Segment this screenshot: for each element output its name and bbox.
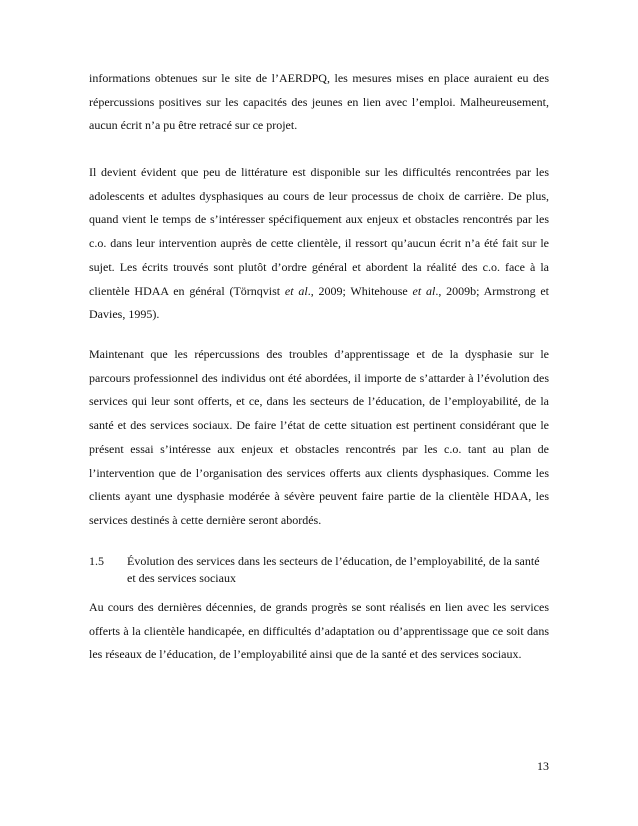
paragraph-literature-gap — [89, 161, 549, 327]
section-number: 1.5 — [89, 554, 104, 568]
paragraph-progress: Au cours des dernières décennies, de grands progrès se sont réalisés en lien avec les services offerts à la clientèle handicapée, en difficultés d’adaptation ou d’apprentissage que ce soit dans les réseaux de l’éducation, de l’employabilité ainsi que de la santé et des services sociaux. — [89, 600, 549, 662]
et-al-citation: et al — [412, 283, 436, 298]
paragraph-continued: informations obtenues sur le site de l’AERDPQ, les mesures mises en place auraient eu des répercussions positives sur les capacités des jeunes en lien avec l’emploi. Malheureusement, aucun écrit n’a pu être retracé sur ce projet. — [89, 71, 549, 133]
paragraph-text-part-2: ., 2009; Whitehouse — [307, 283, 413, 298]
paragraph-text-part-3: ., 2009b; Armstrong et Davies, 1995). — [89, 283, 550, 322]
section-title: Évolution des services dans les secteurs de l’éducation, de l’employabilité, de la santé et des services sociaux — [127, 554, 540, 585]
et-al-citation: et al — [284, 283, 308, 298]
page-number: 13 — [537, 759, 549, 773]
paragraph-text-part-1: Il devient évident que peu de littérature est disponible sur les difficultés rencontrées par les adolescents et adultes dysphasiques au cours de leur processus de choix de carrière. De plus, quand vient le temps de s’intéresser spécifiquement aux enjeux et obstacles rencontrés par les c.o. dans leur intervention auprès de cette clientèle, il ressort qu’aucun écrit n’a été fait sur le sujet. Les écrits trouvés sont plutôt d’ordre général et abordent la réalité des c.o. face à la clientèle HDAA en général (Törnqvist — [89, 165, 549, 298]
paragraph-services-evolution-intro: Maintenant que les répercussions des troubles d’apprentissage et de la dysphasie sur le parcours professionnel des individus ont été abordées, il importe de s’attarder à l’évolution des services qui leur sont offerts, et ce, dans les secteurs de l’éducation, de l’employabilité, de la santé et des services sociaux. De faire l’état de cette situation est pertinent considérant que le présent essai s’intéresse aux enjeux et obstacles rencontrés par les c.o. tant au plan de l’intervention que de l’organisation des services offerts aux clients dysphasiques. Comme les clients ayant une dysphasie modérée à sévère peuvent faire partie de la clientèle HDAA, les services destinés à cette dernière seront abordés. — [89, 347, 549, 527]
